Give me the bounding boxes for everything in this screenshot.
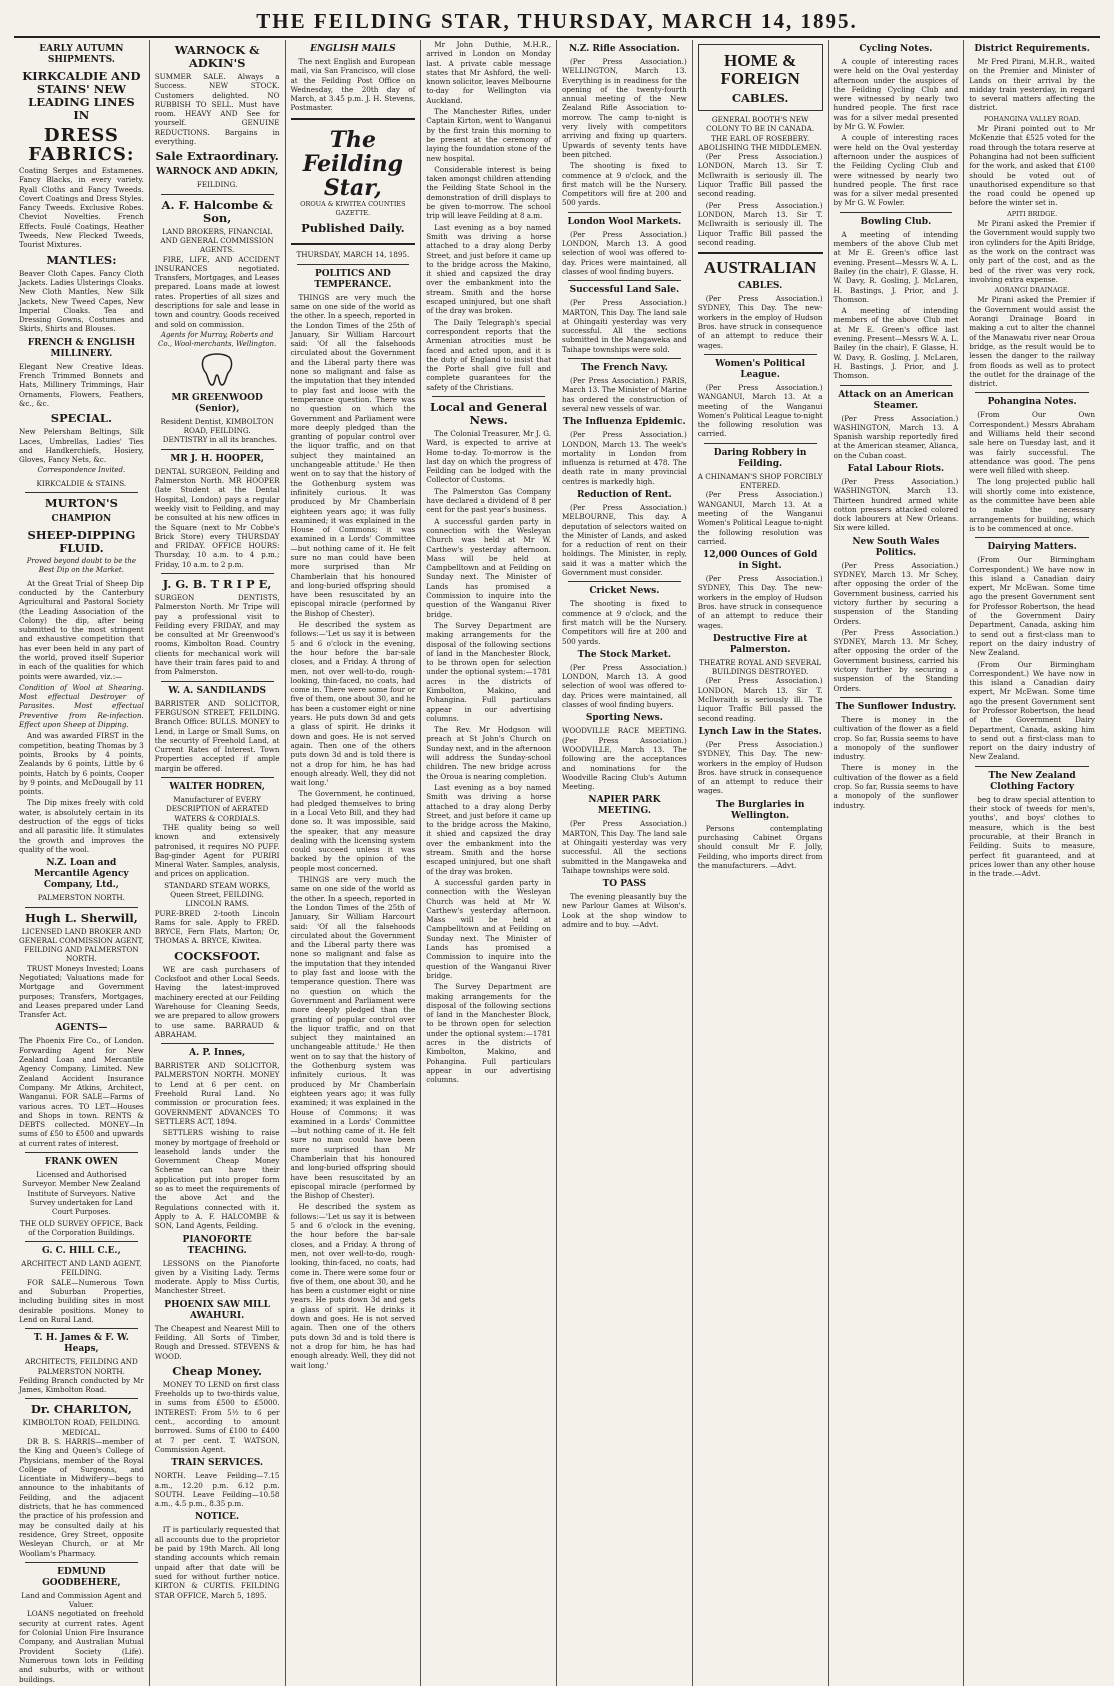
- paragraph: FEILDING.: [196, 180, 238, 190]
- heading: MR J. H. HOOPER,: [170, 453, 264, 464]
- divider: [568, 212, 681, 213]
- heading: The Influenza Epidemic.: [563, 417, 686, 428]
- heading: EARLY AUTUMN SHIPMENTS.: [39, 44, 124, 65]
- paragraph: (From Our Own Correspondent.) Messrs Abraham and Williams held their second sale here on Tuesday last, and it was fairly successful. The attendance was good. The pens were well filled with sheep.: [969, 410, 1095, 476]
- paragraph: Mr Pirani asked the Premier if the Government would assist the Aorangi Drainage Board in making a cut to alter the channel of the Manawatu river near Oroua bridge, as the result would be to lessen the danger to the railway from floods as well as to protect the outlet for the drainage of the district.: [969, 295, 1095, 389]
- paragraph: The shooting is fixed to commence at 9 o'clock, and the first match will be the Nursery. Competitors will fire at 200 and 500 yards.: [562, 599, 687, 646]
- heading: PHOENIX SAW MILL AWAHURI.: [164, 1299, 270, 1321]
- heading: AUSTRALIAN: [703, 258, 817, 278]
- paragraph: BARRISTER AND SOLICITOR, PALMERSTON NORTH. MONEY to Lend at 6 per cent. on Freehold Rural Land. No commission or procuration fees. GOVERNMENT ADVANCES TO SETTLERS ACT, 1894.: [154, 1061, 280, 1126]
- divider: [161, 681, 274, 682]
- heading: CHAMPION: [51, 514, 112, 525]
- tooth-illustration: [155, 353, 280, 389]
- divider: [291, 118, 416, 120]
- heading: WARNOCK AND ADKIN,: [156, 167, 279, 178]
- heading: The Sunflower Industry.: [835, 701, 957, 712]
- paragraph: STANDARD STEAM WORKS, Queen Street, FEILDING. LINCOLN RAMS.: [164, 880, 271, 909]
- paragraph: (Per Press Association.) LONDON, March 13. Sir T. McIlwraith is seriously ill. The Liquor Traffic Bill passed the second reading.: [697, 200, 823, 247]
- paragraph: The Survey Department are making arrangements for the disposal of the following sections of land in the Manchester Block, to be thrown open for selection under the optional system:—1781 acres in the districts of Kimbolton, Makino, and Pohangina. Full particulars appear in our advertising columns.: [426, 982, 551, 1085]
- paragraph: ARCHITECTS, FEILDING AND PALMERSTON NORTH.: [24, 1357, 138, 1376]
- paragraph: THE quality being so well known and extensively patronised, it requires NO PUFF. Bag-ginder Agent for PURIRI Mineral Water. Samples, analysis, and prices on application.: [154, 822, 280, 879]
- heading: The New Zealand Clothing Factory: [988, 770, 1076, 792]
- heading: Fatal Labour Riots.: [847, 463, 945, 474]
- masthead: [14, 6, 1100, 38]
- column-6: [693, 40, 829, 1686]
- heading: Reduction of Rent.: [576, 489, 672, 500]
- divider: [698, 252, 823, 254]
- heading: The Burglaries in Wellington.: [715, 799, 805, 821]
- paragraph: Licensed and Authorised Surveyor. Member New Zealand Institute of Surveyors. Native Survey undertaken for Land Court Purposes.: [22, 1170, 141, 1217]
- divider: [25, 907, 138, 908]
- divider: [161, 777, 274, 778]
- heading: N.Z. Rifle Association.: [568, 44, 680, 54]
- paragraph: There is money in the cultivation of the flower as a field crop. So far, Russia seems to have a monopoly of the sunflower industry.: [833, 763, 959, 810]
- paragraph: The Rev. Mr Hodgson will preach at St John's Church on Sunday next, and in the afternoon will address the Sunday-school children. The new bridge across the Oroua is nearing completion.: [426, 725, 551, 781]
- heading: New South Wales Politics.: [852, 536, 940, 558]
- paragraph: Mr Pirani pointed out to Mr McKenzie that £525 voted for the road through the totara reserve at Pohangina had not been sufficient for the work, and asked that £100 should be voted out of unauthorised expenditure so that the road could be opened up before the winter set in.: [969, 124, 1095, 208]
- column-3: [286, 40, 422, 1686]
- paragraph: GENERAL BOOTH'S NEW COLONY TO BE IN CANADA.: [706, 115, 815, 134]
- paragraph: PURE-BRED 2-tooth Lincoln Rams for sale. Apply to FRED. BRYCE, Fern Flats, Marton; Or, THOMAS A. BRYCE, Kiwitea.: [154, 908, 280, 946]
- paragraph: Mr Pirani asked the Premier if the Government would supply two iron cylinders for the Apiti Bridge, as the work on the contract was only part of the cost, and as the bed of the river was very rock, involving extra expense.: [969, 219, 1095, 284]
- paragraph: Beaver Cloth Capes. Fancy Cloth Jackets. Ladies Ulsterings Cloaks. New Cloth Mantles, New Silk Jackets, New Tweed Capes, New Imperial Cloaks. Tea and Dressing Gowns, Costumes and Skirts, Shirts and Blouses.: [19, 268, 144, 334]
- heading: Pohangina Notes.: [987, 397, 1077, 408]
- paragraph: WE are cash purchasers of Cocksfoot and other Local Seeds. Having the latest-improved machinery erected at our Feilding Warehouse for Cleaning Seeds, we are prepared to allow growers to use same. BARRAUD & ABRAHAM.: [154, 964, 280, 1039]
- heading: POLITICS AND TEMPERANCE.: [314, 268, 392, 290]
- paragraph: (Per Press Association.) WASHINGTON, March 13. Thirteen hundred armed white cotton pressers attacked colored dock labourers at New Orleans. Six were killed.: [833, 476, 959, 533]
- paragraph: (Per Press Association.) WANGANUI, March 13. At a meeting of the Wanganui Women's Political League to-night the following resolution was carried.: [697, 382, 823, 439]
- heading: The French Navy.: [580, 363, 668, 374]
- paragraph: PALMERSTON NORTH.: [37, 893, 125, 903]
- heading: SHEEP-DIPPING FLUID.: [27, 528, 136, 556]
- paragraph: A meeting of intending members of the above Club met at Mr E. Green's office last evening. Present—Messrs W. A. L. Bailey (in the chair), F. Glasse, H. W. Davy, R. Gosling, J. McLaren, H. Bastings, J. Prior, and J. Thomson.: [833, 306, 959, 381]
- heading: W. A. SANDILANDS: [168, 685, 267, 696]
- heading: Local and General News.: [430, 399, 548, 427]
- logo-text: The Feilding Star,: [302, 126, 403, 201]
- paragraph: There is money in the cultivation of the flower as a field crop. So far, Russia seems to have a monopoly of the sunflower industry.: [833, 714, 959, 762]
- paragraph: Manufacturer of EVERY DESCRIPTION of AERATED WATERS & CORDIALS.: [165, 795, 269, 823]
- divider: [568, 581, 681, 582]
- heading: NAPIER PARK MEETING.: [588, 795, 661, 817]
- paragraph: The Palmerston Gas Company have declared a dividend of 8 per cent for the past year's business.: [426, 486, 551, 515]
- column-4: [421, 40, 557, 1686]
- paragraph: Persons contemplating purchasing Cabinet Organs should consult Mr F. Jolly, Feilding, who imports direct from the manufacturers. —Advt.: [697, 823, 823, 870]
- heading: MR GREENWOOD (Senior),: [171, 392, 263, 414]
- divider: [840, 697, 953, 698]
- paragraph: Coating Serges and Estamenes. Fancy Blacks, in every variety. Ryall Cloths and Fancy Tweeds. Covert Coatings and Dress Styles. Fancy Tweeds. Exclusive Robes. Cheviot Novelties. French Effects. Foulé Coatings, Heather Tweeds, New Flecked Tweeds, Tourist Mixtures.: [19, 166, 144, 250]
- paragraph: Mr Fred Pirani, M.H.R., waited on the Premier and Minister of Lands on their arrival by the midday train yesterday, in regard to several matters affecting the district.: [969, 57, 1095, 113]
- paragraph: (Per Press Association.) SYDNEY, This Day. The new-workers in the employ of Hudson Bros. have struck in consequence of an attempt to reduce their wages.: [697, 739, 823, 796]
- paragraph: (Per Press Association.) MELBOURNE, This day. A deputation of selectors waited on the Minister of Lands, and asked for a reduction of rent on their holdings. The Minister, in reply, said it was a matter which the Government must consider.: [562, 502, 687, 578]
- paragraph: (Per Press Association.) LONDON, March 13. A good selection of wool was offered to-day. Prices were maintained, all classes of wool finding buyers.: [562, 662, 687, 710]
- heading: TRAIN SERVICES.: [171, 1458, 264, 1469]
- paragraph: Agents for Murray, Roberts and Co., Wool-merchants, Wellington.: [158, 330, 277, 349]
- paragraph: LICENSED LAND BROKER AND GENERAL COMMISSION AGENT, FEILDING AND PALMERSTON NORTH.: [19, 926, 144, 964]
- heading: N.Z. Loan and Mercantile Agency Company, Ltd.,: [34, 858, 129, 891]
- paragraph: DENTISTRY in all its branches.: [162, 435, 277, 445]
- heading: CABLES.: [737, 281, 783, 292]
- heading: A. F. Halcombe & Son,: [161, 197, 273, 225]
- divider: [975, 537, 1089, 538]
- cables-header-box: [698, 44, 823, 111]
- paragraph: LESSONS on the Pianoforte given by a Visiting Lady. Terms moderate. Apply to Miss Curtis, Manchester Street.: [154, 1258, 280, 1296]
- divider: [25, 1398, 138, 1399]
- divider: [25, 1241, 138, 1242]
- heading: HOME & FOREIGN: [720, 51, 800, 88]
- paragraph: (Per Press Association.) SYDNEY, March 13. Mr Schey, after opposing the order of the Government business, carried his victory further by securing a suspension of the Standing Orders.: [833, 627, 959, 693]
- heading: Cricket News.: [589, 586, 660, 597]
- heading: WALTER HODREN,: [169, 782, 265, 793]
- paragraph: SURGEON DENTISTS, Palmerston North. Mr Tripe will pay a professional visit to Feilding every FRIDAY, and may be consulted at Mr Greenwood's rooms, Kimbolton Road. Country clients for mechanical work will have their train fares paid to and from Palmerston.: [154, 592, 280, 677]
- paragraph: ABOLISHING THE MIDDLEMEN.: [698, 142, 822, 152]
- divider: [840, 385, 953, 386]
- heading: Daring Robbery in Feilding.: [713, 447, 807, 469]
- divider: [975, 766, 1089, 767]
- column-5: [557, 40, 693, 1686]
- divider: [25, 1152, 138, 1153]
- paragraph: FOR SALE—Numerous Town and Suburban Properties, including building sites in most desirable positions. Money to Lend on Rural Land.: [19, 1277, 144, 1324]
- heading: Published Daily.: [301, 221, 405, 236]
- paragraph: (Per Press Association.) LONDON, March 13. Sir T. McIlwraith is seriously ill. The Liquor Traffic Bill passed the second reading.: [697, 152, 823, 199]
- paragraph: He described the system as follows:—'Let us say it is between 5 and 6 o'clock in the evening, the hour before the bar-sale closes, and a Friday. A throng of men, not over well-to-do, rough-looking, thin-faced, no coats, had come in. There were some four or five of them, one about 30, and he has been a customer eight or nine years. He puts down 3d and gets a glass of spirit. He drinks it down and goes. He is not served again. Then one of the others puts down 3d and is told there is not a drop for him, he has had enough already. Well, they did not wait long.': [290, 1202, 416, 1370]
- heading: FRENCH & ENGLISH MILLINERY.: [27, 337, 136, 359]
- paragraph: FIRE, LIFE, AND ACCIDENT INSURANCES negotiated. Transfers, Mortgages, and Leases prepared. Loans made at lowest rates. Properties of all sizes and descriptions for sale and lease in town and country. Goods received and sold on commission.: [154, 254, 280, 329]
- paragraph: The Colonial Treasurer, Mr J. G. Ward, is expected to arrive at Home to-day. To-morrow is the last day on which the progress of Feilding can be lodged with the Collector of Customs.: [426, 428, 551, 485]
- heading: Sporting News.: [585, 713, 663, 724]
- paragraph: DENTAL SURGEON, Feilding and Palmerston North. MR HOOPER (late Student at the Dental Hospital, London) pays a regular weekly visit to Feilding, and may be consulted at his new offices in the Square (next to Mr Cobbe's Brick Store) every THURSDAY and FRIDAY. OFFICE HOURS: Thursday, 10 a.m. to 4 p.m.; Friday, 10 a.m. to 2 p.m.: [154, 466, 280, 569]
- heading: DRESS FABRICS:: [28, 125, 135, 165]
- divider: [568, 280, 681, 281]
- paragraph: The Cheapest and Nearest Mill to Feilding. All Sorts of Timber, Rough and Dressed. STEVENS & WOOD.: [154, 1323, 280, 1361]
- paragraph: A successful garden party in connection with the Wesleyan Church was held at Mr W. Carthew's yesterday afternoon. Mass will be held at Campbelltown and at Feilding on Sunday next. The Minister of Lands has promised a Commission to inquire into the question of the Wanganui River bridge.: [426, 877, 551, 980]
- heading: Hugh L. Sherwill,: [24, 910, 138, 925]
- paragraph: The shooting is fixed to commence at 9 o'clock, and the first match will be the Nursery. Competitors will fire at 200 and 500 yards.: [562, 161, 687, 208]
- paragraph: KIRKCALDIE & STAINS.: [36, 478, 127, 488]
- heading: CABLES.: [731, 91, 789, 105]
- paragraph: OROUA & KIWITEA COUNTIES GAZETTE.: [300, 199, 406, 218]
- heading: TO PASS: [602, 879, 647, 890]
- divider: [975, 392, 1089, 393]
- paragraph: The Survey Department are making arrangements for the disposal of the following sections of land in the Manchester Block, to be thrown open for selection under the optional system:—1781 acres in the districts of Kimbolton, Makino, and Pohangina. Full particulars appear in our advertising columns.: [426, 620, 551, 723]
- paragraph: KIMBOLTON ROAD, FEILDING. MEDICAL.: [22, 1418, 141, 1437]
- heading: G. C. HILL C.E.,: [42, 1246, 121, 1257]
- paragraph: (From Our Birmingham Correspondent.) We have now in this island a Canadian dairy expert, Mr McEwan. Some time ago the present Government sent for Professor Robertson, the head of the Government Dairy Department, Canada, asking him to send out a first-class man to report on the dairy industry of New Zealand.: [969, 555, 1095, 658]
- subheading: AORANGI DRAINAGE.: [994, 286, 1070, 295]
- paragraph: Proved beyond doubt to be the Best Dip on the Market.: [26, 557, 137, 575]
- heading: Cheap Money.: [172, 1363, 263, 1378]
- paragraph: (Per Press Association.) WANGANUI, March 13. At a meeting of the Wanganui Women's Political League to-night the following resolution was carried.: [697, 490, 823, 546]
- heading: Sale Extraordinary.: [155, 149, 279, 164]
- heading: KIRKCALDIE AND STAINS' NEW LEADING LINES IN: [22, 69, 141, 122]
- paragraph: Land and Commission Agent and Valuer.: [21, 1590, 142, 1610]
- masthead-title: THE FEILDING STAR, THURSDAY, MARCH 14, 1895.: [256, 8, 858, 33]
- paragraph: Feilding Branch conducted by Mr James, Kimbolton Road.: [19, 1375, 144, 1395]
- paragraph: The Government, he continued, had pledged themselves to bring in a Local Veto Bill, and they had done so. It was impossible, said the speaker, that any measure dealing with the licensing system could succeed unless it was backed by the opinion of the people most concerned.: [290, 789, 416, 873]
- divider: [840, 212, 953, 213]
- heading: WARNOCK & ADKIN'S: [174, 43, 260, 70]
- paragraph: (Per Press Association.) LONDON, March 13. The week's mortality in London from influenza is returned at 478. The death rate in many provincial centres is markedly high.: [562, 430, 687, 486]
- divider: [291, 243, 416, 245]
- column-2: [150, 40, 286, 1686]
- divider: [25, 1562, 138, 1563]
- paragraph: Elegant New Creative Ideas. French Trimmed Bonnets and Hats, Millinery Trimmings, Hair Ornaments, Flowers, Feathers, &c., &c.: [19, 361, 144, 408]
- paragraph: ARCHITECT AND LAND AGENT, FEILDING.: [21, 1259, 142, 1278]
- newspaper-logo: [291, 128, 416, 236]
- column-8: [964, 40, 1100, 1686]
- paragraph: (Per Press Association.) SYDNEY, This Day. The new-workers in the employ of Hudson Bros. have struck in consequence of an attempt to reduce their wages.: [697, 294, 823, 350]
- paragraph: TRUST Moneys Invested; Loans Negotiated; Valuations made for Mortgage and Government purposes; Transfers, Mortgages, and Leases prepared under Land Transfer Act.: [19, 963, 144, 1020]
- paragraph: THINGS are very much the same on one side of the world as the other. In a speech, reported in the London Times of the 25th of January, Sir William Harcourt said: 'Of all the falsehoods circulated about the Government and the Liberal party there was none so malignant and false as the imputation that they intended to play fast and loose with the temperance question. There was no question on which the Government and Parliament were more deeply pledged than the granting of popular control over the liquor traffic, and on that subject they maintained an unchangeable attitude.' He then went on to say that the history of the Gothenburg system was infinitely curious. It was produced by Mr Chamberlain eighteen years ago; it was fully examined; it was explained in the House of Commons; it was examined in a Lords' Committee—but nothing came of it. He felt sure no man could have been more surprised than Mr Chamberlain that his honoured and long-buried offspring should have been resuscitated by an episcopal miracle (performed by the Bishop of Chester).: [290, 292, 416, 618]
- paragraph: Mr John Duthie, M.H.R., arrived in London on Monday last. A private cable message states that Mr Ashford, the well-known solicitor, leaves Melbourne to-day for Wellington via Auckland.: [426, 40, 551, 105]
- paragraph: He described the system as follows:—'Let us say it is between 5 and 6 o'clock in the evening, the hour before the bar-sale closes, and a Friday. A throng of men, not over well-to-do, rough-looking, thin-faced, no coats, had come in. There were some four or five of them, one about 30, and he has been a customer eight or nine years. He puts down 3d and gets a glass of spirit. He drinks it down and goes. He is not served again. Then one of the others puts down 3d and is told there is not a drop for him, he has had enough already. Well, they did not wait long.': [290, 620, 416, 788]
- paragraph: At the Great Trial of Sheep Dip conducted by the Canterbury Agricultural and Pastoral Society (the Leading Association of the Colony) the dip, after being submitted to the most stringent and exhaustive competition that has ever been held in any part of the world, proved itself Superior in each of the qualities for which points were awarded, viz.:—: [19, 578, 144, 681]
- heading: ENGLISH MAILS: [310, 44, 396, 54]
- column-7: [829, 40, 965, 1686]
- paragraph: Resident Dentist, KIMBOLTON ROAD, FEILDING.: [160, 416, 274, 436]
- paragraph: LOANS negotiated on freehold security at current rates. Agent for Colonial Union Fire Insurance Company, and Australian Mutual Provident Society (Life). Numerous town lots in Feilding and suburbs, with or without buildings.: [19, 1609, 144, 1684]
- heading: FRANK OWEN: [44, 1157, 118, 1168]
- paragraph: New Pelersham Beltings, Silk Laces, Umbrellas, Ladies' Ties and Handkerchiefs, Hosiery, Gloves, Fancy Nets, &c.: [19, 427, 144, 465]
- divider: [704, 354, 817, 355]
- paragraph: (Per Press Association.) WASHINGTON, March 13. A Spanish warship reportedly fired at the American steamer, Alianca, on the Cuban coast.: [833, 413, 959, 460]
- heading: A. P. Innes,: [189, 1048, 246, 1059]
- heading: J. G. B. T R I P E,: [162, 576, 272, 591]
- paragraph: THE EARL OF ROSEBERY.: [711, 133, 810, 143]
- paragraph: The Daily Telegraph's special correspondent reports that the Armenian atrocities must be faced and acted upon, and it is the duty of England to insist that the Porte shall give full and complete guarantees for the safety of the Christians.: [426, 317, 551, 392]
- paragraph: The Phoenix Fire Co., of London. Forwarding Agent for New Zealand Loan and Mercantile Agency Company, Limited. New Zealand Accident Insurance Company. Mr Atkins, Architect, Wanganui. FOR SALE—Farms of various acres. TO LET—Houses and Shops in town. RENTS & DEBTS collected. MONEY—In sums of £50 to £500 and upwards at current rates of interest.: [19, 1036, 144, 1148]
- heading: SPECIAL.: [50, 411, 112, 426]
- heading: 12,000 Ounces of Gold in Sight.: [702, 550, 818, 572]
- paragraph: The evening pleasantly buy the new Parlour Games at Wilson's. Look at the shop window to admire and to buy. —Advt.: [562, 892, 687, 930]
- paragraph: SETTLERS wishing to raise money by mortgage of freehold or leasehold lands under the Government Cheap Money Scheme can have their application put into proper form so as to meet the requirements of the above Act and the Regulations connected with it. Apply to A. F. HALCOMBE & SON, Land Agents, Feilding.: [154, 1128, 280, 1231]
- paragraph: BARRISTER AND SOLICITOR, FERGUSON STREET, FEILDING. Branch Office: BULLS. MONEY to Lend, in Large or Small Sums, on the security of Freehold Land, at Current Rates of Interest. Town Properties accepted if ample margin be offered.: [154, 698, 280, 773]
- paragraph: DR B. S. HARRIS—member of the King and Queen's College of Physicians, member of the Royal College of Surgeons, and Licentiate in Midwifery—begs to announce to the inhabitants of Feilding, and the adjacent districts, that he has commenced the practice of his profession and may be consulted daily at his residence, Grey Street, opposite Wesleyan Church, or at Mr Woollam's Pharmacy.: [19, 1436, 144, 1558]
- paragraph: (From Our Birmingham Correspondent.) We have now in this island a Canadian dairy expert, Mr McEwan. Some time ago the present Government sent for Professor Robertson, the head of the Government Dairy Department, Canada, asking him to send out a first-class man to report on the dairy industry of New Zealand.: [969, 659, 1095, 762]
- date-line: THURSDAY, MARCH 14, 1895.: [296, 250, 410, 260]
- paragraph: (Per Press Association.) SYDNEY, This Day. The new-workers in the employ of Hudson Bros. have struck in consequence of an attempt to reduce their wages.: [697, 574, 823, 630]
- paragraph: And was awarded FIRST in the competition, beating Thomas by 3 points, Brooks by 4 points, Zealands by 6 points, Little by 6 points, Hatch by 6 points, Cooper by 9 points, and McDougall by 11 points.: [19, 731, 144, 797]
- divider: [432, 396, 545, 397]
- paragraph: A successful garden party in connection with the Wesleyan Church was held at Mr W. Carthew's yesterday afternoon. Mass will be held at Campbelltown and at Feilding on Sunday next. The Minister of Lands has promised a Commission to inquire into the question of the Wanganui River bridge.: [426, 516, 551, 619]
- paragraph: A CHINAMAN'S SHOP FORCIBLY ENTERED.: [697, 471, 823, 491]
- divider: [704, 443, 817, 444]
- heading: MURTON'S: [44, 496, 118, 511]
- paragraph: (Per Press Association.) SYDNEY, March 13. Mr Schey, after opposing the order of the Government business, carried his victory further by securing a suspension of the Standing Orders.: [833, 560, 959, 626]
- paragraph: (Per Press Association.) LONDON, March 13. Sir T. McIlwraith is seriously ill. The Liquor Traffic Bill passed the second reading.: [697, 676, 823, 723]
- heading: NOTICE.: [195, 1512, 240, 1523]
- paragraph: (Per Press Association.) MARTON, This Day. The land sale at Ohingaiti yesterday was very successful. All the sections submitted in the Mangaweka and Taihape townships were sold.: [562, 298, 687, 354]
- heading: T. H. James & F. W. Heaps,: [33, 1333, 129, 1355]
- divider: [161, 1043, 274, 1044]
- heading: Dr. CHARLTON,: [30, 1402, 132, 1417]
- paragraph: THEATRE ROYAL AND SEVERAL BUILDINGS DESTROYED.: [699, 657, 822, 677]
- subheading: APITI BRIDGE.: [1007, 209, 1058, 218]
- heading: MANTLES:: [46, 252, 117, 267]
- divider: [25, 492, 138, 493]
- paragraph: beg to draw special attention to their stock of tweeds for men's, youths', and boys' clothes to measure, which is the best procurable, at their Branch in Feilding. Suits to measure, perfect fit guaranteed, and at prices lower than any other house in the trade.—Advt.: [969, 794, 1095, 879]
- subheading: POHANGINA VALLEY ROAD.: [983, 114, 1081, 123]
- heading: Lynch Law in the States.: [698, 726, 822, 737]
- divider: [297, 264, 410, 265]
- tooth-icon: [197, 353, 237, 387]
- paragraph: (Per Press Association.) WELLINGTON, March 13. Everything is in readiness for the opening of the twenty-fourth annual meeting of the New Zealand Rifle Association to-morrow. The camp to-night is very lively with competitors arriving and fixing up quarters. Upwards of seventy tents have been pitched.: [562, 57, 687, 159]
- column-1: [14, 40, 150, 1686]
- paragraph: Correspondence Invited.: [37, 466, 126, 475]
- paragraph: The next English and European mail, via San Francisco, will close at the Feilding Post Office on Wednesday, the 20th day of March, at 3.45 p.m. J. H. Stevens, Postmaster.: [290, 57, 416, 113]
- divider: [161, 194, 274, 195]
- paragraph: THE OLD SURVEY OFFICE, Back of the Corporation Buildings.: [19, 1218, 143, 1237]
- heading: Cycling Notes.: [859, 44, 933, 54]
- paragraph: The Manchester Rifles, under Captain Kirton, went to Wanganui by the first train this morning to be present at the ceremony of laying the foundation stone of the new hospital.: [426, 107, 551, 163]
- heading: London Wool Markets.: [567, 216, 682, 227]
- paragraph: NORTH. Leave Feilding—7.15 a.m., 12.20 p.m. 6.12 p.m. SOUTH. Leave Feilding—10.58 a.m., 4.5 p.m., 8.35 p.m.: [154, 1471, 280, 1509]
- heading: PIANOFORTE TEACHING.: [182, 1234, 252, 1256]
- paragraph: (Per Press Association.) LONDON, March 13. A good selection of wool was offered to-day. Prices were maintained, all classes of wool finding buyers.: [562, 229, 687, 276]
- paragraph: The long projected public hall will shortly come into existence, as the committee have been able to make the necessary arrangements for building, which is to be commenced at once.: [969, 477, 1095, 533]
- newspaper-columns: [14, 40, 1100, 1684]
- paragraph: IT is particularly requested that all accounts due to the proprietor be paid by 19th March. All long standing accounts which remain unpaid after that date will be sued for without further notice. KIRTON & CURTIS. FEILDING STAR OFFICE, March 5, 1895.: [154, 1525, 280, 1600]
- heading: EDMUND GOODBEHERE,: [42, 1566, 121, 1588]
- divider: [161, 573, 274, 574]
- paragraph: Considerable interest is being taken amongst children attending the Feilding State School in the demonstration of drill displays to be given to-morrow. The school trip will leave Feilding at 8 a.m.: [426, 164, 551, 221]
- paragraph: SUMMER SALE. Always a Success. NEW STOCK. Customers delighted. NO RUBBISH TO SELL. Must have room. HEAVY AND See for yourself. GENUINE REDUCTIONS. Bargains in everything.: [154, 72, 280, 147]
- heading: District Requirements.: [974, 44, 1090, 54]
- divider: [25, 1328, 138, 1329]
- paragraph: LAND BROKERS, FINANCIAL AND GENERAL COMMISSION AGENTS.: [160, 226, 274, 255]
- paragraph: Last evening as a boy named Smith was driving a horse attached to a dray along Derby Street, and just before it came up to the bridge across the Makino, it shied and capsized the dray over the embankment into the stream. Smith and the horse escaped uninjured, but one shaft of the dray was broken.: [426, 782, 551, 876]
- heading: COCKSFOOT.: [174, 948, 261, 963]
- heading: Destructive Fire at Palmerston.: [712, 633, 808, 655]
- paragraph: (Per Press Association.) MARTON, This Day. The land sale at Ohingaiti yesterday was very successful. All the sections submitted in the Mangaweka and Taihape townships were sold.: [562, 819, 687, 875]
- paragraph: Condition of Wool at Shearing. Most effectual Destroyer of Parasites. Most effectual Preventive from Re-infection. Effect upon Sheep at Dipping.: [19, 682, 144, 730]
- paragraph: (Per Press Association.) PARIS, March 13. The Minister of Marine has ordered the construction of several new vessels of war.: [562, 376, 687, 413]
- heading: Attack on an American Steamer.: [838, 389, 954, 411]
- heading: Successful Land Sale.: [569, 285, 680, 296]
- paragraph: Last evening as a boy named Smith was driving a horse attached to a dray along Derby Street, and just before it came up to the bridge across the Makino, it shied and capsized the dray over the embankment into the stream. Smith and the horse escaped uninjured, but one shaft of the dray was broken.: [426, 222, 551, 316]
- paragraph: A couple of interesting races were held on the Oval yesterday afternoon under the auspices of the Feilding Cycling Club and were witnessed by nearly two hundred people. The first race was for a silver medal presented by Mr G. W. Fowler.: [833, 133, 959, 208]
- paragraph: A meeting of intending members of the above Club met at Mr E. Green's office last evening. Present—Messrs W. A. L. Bailey (in the chair), F. Glasse, H. W. Davy, R. Gosling, J. McLaren, H. Bastings, J. Prior, and J. Thomson.: [833, 229, 959, 304]
- paragraph: The Dip mixes freely with cold water, is absolutely certain in its destruction of the eggs of ticks and all parasitic life. It stimulates the growth and improves the quality of the wool.: [19, 798, 144, 854]
- paragraph: WOODVILLE RACE MEETING. (Per Press Association.) WOODVILLE, March 13. The following are the acceptances and nominations for the Woodville Racing Club's Autumn Meeting.: [562, 726, 687, 792]
- divider: [161, 449, 274, 450]
- paragraph: THINGS are very much the same on one side of the world as the other. In a speech, reported in the London Times of the 25th of January, Sir William Harcourt said: 'Of all the falsehoods circulated about the Government and the Liberal party there was none so malignant and false as the imputation that they intended to play fast and loose with the temperance question. There was no question on which the Government and Parliament were more deeply pledged than the granting of popular control over the liquor traffic, and on that subject they maintained an unchangeable attitude.' He then went on to say that the history of the Gothenburg system was infinitely curious. It was produced by Mr Chamberlain eighteen years ago; it was fully examined; it was explained in the House of Commons; it was examined in a Lords' Committee—but nothing came of it. He felt sure no man could have been more surprised than Mr Chamberlain that his honoured and long-buried offspring should have been resuscitated by an episcopal miracle (performed by the Bishop of Chester).: [290, 875, 416, 1201]
- divider: [568, 358, 681, 359]
- heading: Bowling Club.: [860, 216, 932, 227]
- heading: Dairying Matters.: [987, 542, 1077, 553]
- heading: Women's Political League.: [715, 358, 806, 380]
- paragraph: MONEY TO LEND on first class Freeholds up to two-thirds value, in sums from £500 to £5000. INTEREST: From 5½ to 6 per cent., according to amount borrowed. Sums of £100 to £400 at 7 per cent. T. WATSON, Commission Agent.: [154, 1379, 280, 1454]
- heading: AGENTS—: [55, 1023, 108, 1034]
- heading: The Stock Market.: [577, 649, 672, 660]
- paragraph: A couple of interesting races were held on the Oval yesterday afternoon under the auspices of the Feilding Cycling Club and were witnessed by nearly two hundred people. The first race was for a silver medal presented by Mr G. W. Fowler.: [833, 57, 959, 132]
